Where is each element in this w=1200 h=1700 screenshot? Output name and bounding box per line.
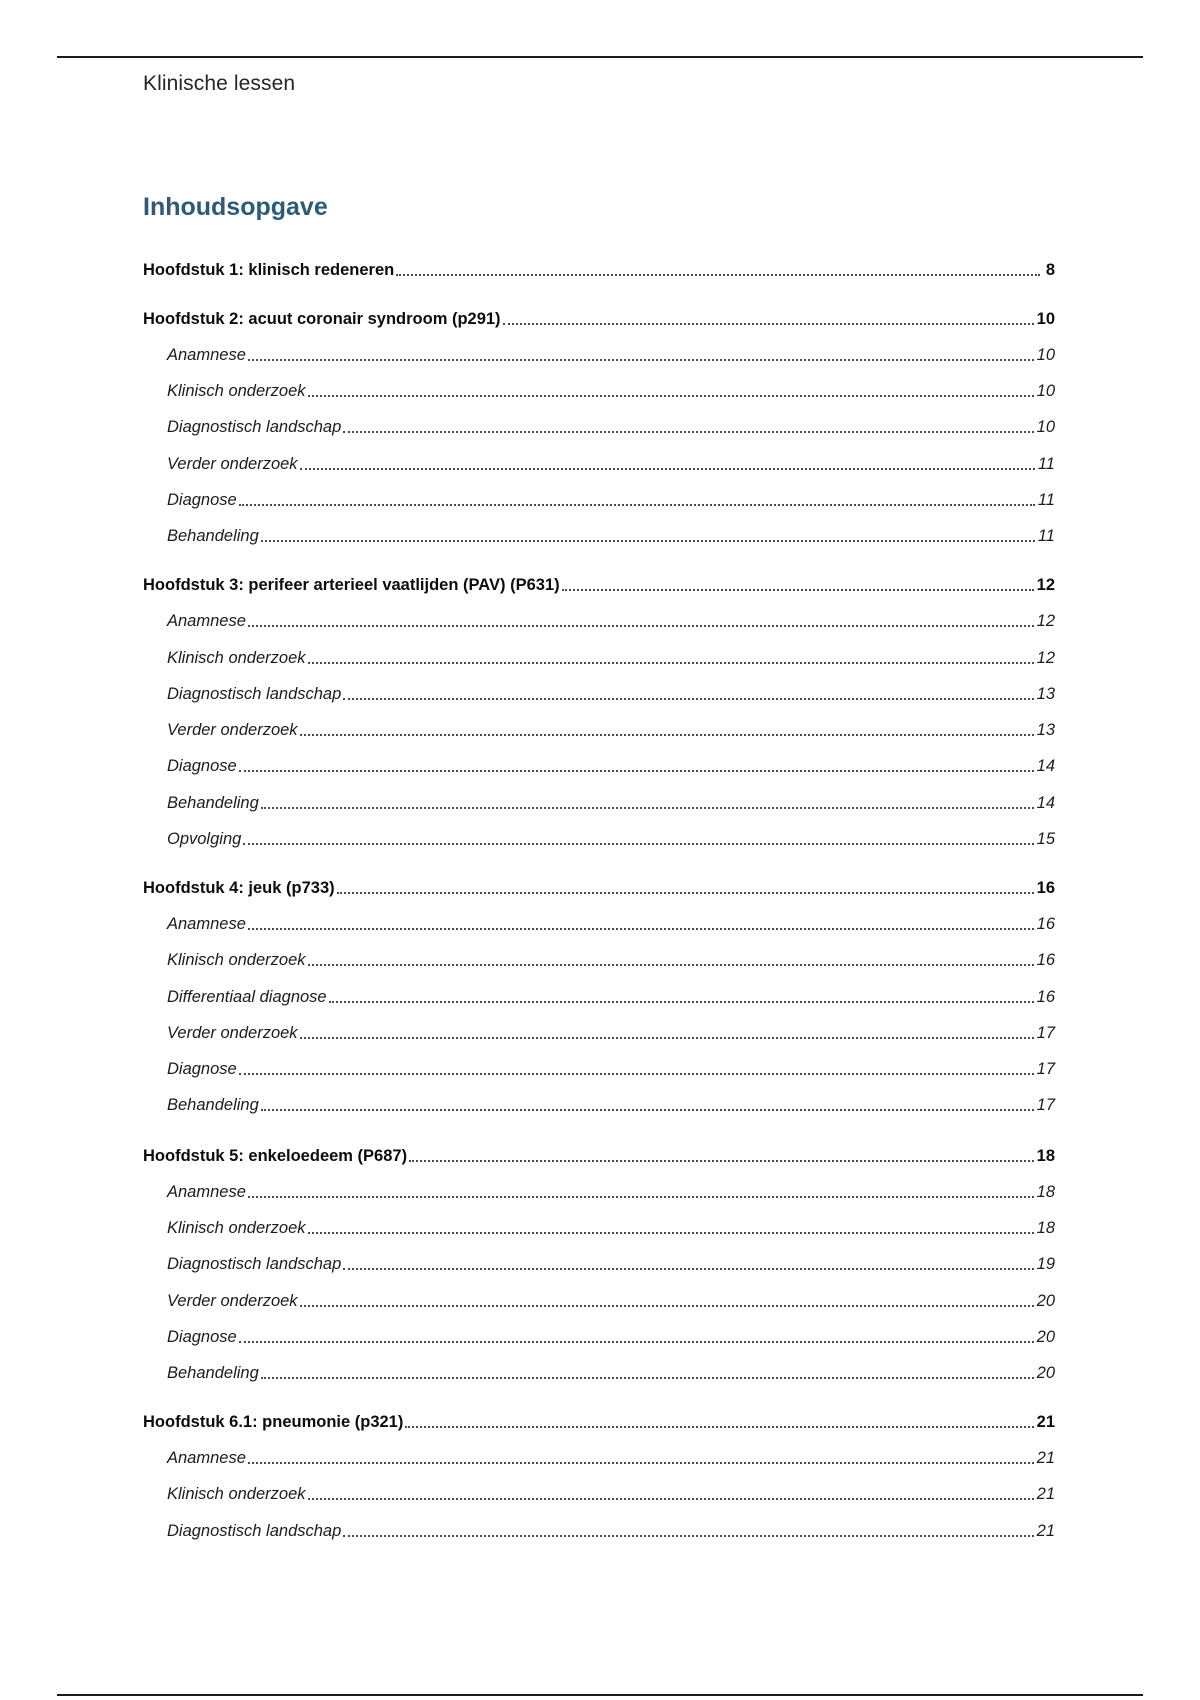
toc-entry-page: 13 [1036, 721, 1055, 739]
toc-entry-label: Anamnese [167, 1449, 246, 1467]
toc-entry-page: 18 [1036, 1147, 1055, 1165]
toc-entry[interactable] [143, 1091, 1055, 1115]
header-rule [57, 56, 1143, 58]
toc-entry-page: 21 [1036, 1449, 1055, 1467]
toc-leader [248, 928, 1034, 930]
toc-entry-label: Hoofdstuk 2: acuut coronair syndroom (p291) [143, 310, 501, 328]
toc-entry-label: Klinisch onderzoek [167, 382, 306, 400]
toc-entry-label: Anamnese [167, 1183, 246, 1201]
toc-entry-label: Hoofdstuk 1: klinisch redeneren [143, 261, 395, 279]
toc-leader [343, 1268, 1033, 1270]
toc-title: Inhoudsopgave [143, 193, 328, 221]
toc-entry[interactable] [143, 607, 1055, 631]
toc-entry[interactable] [143, 1250, 1055, 1274]
toc-leader [329, 1001, 1034, 1003]
toc-entry-label: Behandeling [167, 794, 259, 812]
toc-entry-label: Verder onderzoek [167, 1292, 298, 1310]
toc-entry-label: Diagnostisch landschap [167, 1255, 342, 1273]
toc-entry[interactable] [143, 1408, 1055, 1432]
toc-leader [243, 843, 1033, 845]
toc-entry[interactable] [143, 946, 1055, 970]
toc-entry-page: 16 [1036, 951, 1055, 969]
toc-leader [337, 892, 1034, 894]
toc-entry-label: Diagnose [167, 491, 237, 509]
toc-entry[interactable] [143, 825, 1055, 849]
toc-leader [503, 323, 1034, 325]
toc-leader [239, 504, 1035, 506]
toc-entry[interactable] [143, 522, 1055, 546]
toc-leader [300, 734, 1034, 736]
toc-entry-label: Behandeling [167, 1096, 259, 1114]
toc-entry-page: 20 [1036, 1292, 1055, 1310]
toc-leader [248, 1462, 1034, 1464]
toc-leader [239, 1073, 1034, 1075]
toc-entry[interactable] [143, 874, 1055, 898]
toc-entry-label: Diagnose [167, 1060, 237, 1078]
toc-entry-page: 12 [1036, 612, 1055, 630]
toc-entry-page: 11 [1037, 491, 1055, 509]
toc-entry[interactable] [143, 1178, 1055, 1202]
toc-entry-label: Verder onderzoek [167, 1024, 298, 1042]
toc-entry-label: Klinisch onderzoek [167, 951, 306, 969]
toc-entry-label: Opvolging [167, 830, 242, 848]
toc-leader [239, 770, 1034, 772]
toc-leader [405, 1426, 1033, 1428]
toc-leader [248, 625, 1034, 627]
toc-entry-page: 16 [1036, 879, 1055, 897]
toc-entry-label: Anamnese [167, 915, 246, 933]
toc-leader [261, 1109, 1034, 1111]
toc-entry[interactable] [143, 256, 1055, 280]
toc-entry-page: 20 [1036, 1328, 1055, 1346]
toc-entry[interactable] [143, 1287, 1055, 1311]
toc-entry-label: Anamnese [167, 346, 246, 364]
toc-leader [343, 431, 1033, 433]
toc-entry[interactable] [143, 716, 1055, 740]
toc-entry[interactable] [143, 571, 1055, 595]
toc-entry-page: 13 [1036, 685, 1055, 703]
toc-leader [343, 1535, 1033, 1537]
toc-entry[interactable] [143, 341, 1055, 365]
toc-entry-page: 17 [1036, 1096, 1055, 1114]
toc-entry-page: 18 [1036, 1183, 1055, 1201]
toc-leader [300, 468, 1035, 470]
toc-leader [308, 395, 1034, 397]
toc-entry-label: Hoofdstuk 6.1: pneumonie (p321) [143, 1413, 404, 1431]
running-header: Klinische lessen [143, 72, 296, 95]
toc-entry-page: 10 [1036, 310, 1055, 328]
toc-leader [248, 1196, 1034, 1198]
toc-entry-page: 12 [1036, 649, 1055, 667]
toc-leader [300, 1037, 1034, 1039]
toc-leader [261, 1377, 1034, 1379]
toc-leader [261, 807, 1034, 809]
toc-entry-label: Diagnostisch landschap [167, 418, 342, 436]
toc-leader [308, 964, 1034, 966]
toc-entry[interactable] [143, 752, 1055, 776]
toc-entry-label: Hoofdstuk 4: jeuk (p733) [143, 879, 335, 897]
toc-entry-page: 11 [1037, 455, 1055, 473]
toc-leader [308, 1232, 1034, 1234]
toc-entry-page: 17 [1036, 1024, 1055, 1042]
toc-leader [409, 1160, 1034, 1162]
toc-entry-page: 11 [1037, 527, 1055, 545]
toc-entry[interactable] [143, 1055, 1055, 1079]
toc-entry-page: 10 [1036, 382, 1055, 400]
toc-entry-label: Verder onderzoek [167, 455, 298, 473]
toc-leader [343, 698, 1033, 700]
toc-entry-label: Verder onderzoek [167, 721, 298, 739]
toc-entry[interactable] [143, 983, 1055, 1007]
toc-leader [261, 540, 1035, 542]
toc-entry-page: 15 [1036, 830, 1055, 848]
toc-entry-page: 20 [1036, 1364, 1055, 1382]
toc-entry[interactable] [143, 789, 1055, 813]
toc-leader [239, 1341, 1034, 1343]
toc-entry-page: 17 [1036, 1060, 1055, 1078]
toc-entry[interactable] [143, 1323, 1055, 1347]
toc-entry-page: 21 [1036, 1413, 1055, 1431]
toc-entry-page: 8 [1045, 261, 1055, 279]
toc-entry-page: 14 [1036, 757, 1055, 775]
toc-entry[interactable] [143, 450, 1055, 474]
toc-leader [300, 1305, 1034, 1307]
toc-entry[interactable] [143, 644, 1055, 668]
toc-entry-label: Diagnostisch landschap [167, 1522, 342, 1540]
toc-entry-label: Behandeling [167, 527, 259, 545]
toc-entry[interactable] [143, 305, 1055, 329]
toc-entry-label: Klinisch onderzoek [167, 1485, 306, 1503]
toc-entry-label: Hoofdstuk 5: enkeloedeem (P687) [143, 1147, 408, 1165]
toc-entry[interactable] [143, 680, 1055, 704]
toc-leader [308, 662, 1034, 664]
toc-entry-page: 18 [1036, 1219, 1055, 1237]
toc-entry-page: 12 [1036, 576, 1055, 594]
toc-leader [562, 589, 1034, 591]
toc-entry-label: Klinisch onderzoek [167, 649, 306, 667]
toc-entry-label: Diagnostisch landschap [167, 685, 342, 703]
toc-entry-label: Hoofdstuk 3: perifeer arterieel vaatlijden (PAV) (P631) [143, 576, 560, 594]
toc-entry-label: Diagnose [167, 757, 237, 775]
toc-entry-page: 16 [1036, 988, 1055, 1006]
toc-entry[interactable] [143, 413, 1055, 437]
toc-entry-page: 16 [1036, 915, 1055, 933]
toc-entry[interactable] [143, 486, 1055, 510]
toc-entry[interactable] [143, 1517, 1055, 1541]
toc-leader [248, 359, 1034, 361]
toc-entry[interactable] [143, 1359, 1055, 1383]
toc-entry-page: 10 [1036, 418, 1055, 436]
toc-leader [308, 1498, 1034, 1500]
toc-leader [396, 274, 1040, 276]
toc-entry-label: Klinisch onderzoek [167, 1219, 306, 1237]
toc-entry[interactable] [143, 1480, 1055, 1504]
toc-entry-page: 21 [1036, 1522, 1055, 1540]
toc-entry-page: 10 [1036, 346, 1055, 364]
toc-entry[interactable] [143, 377, 1055, 401]
toc-entry-label: Anamnese [167, 612, 246, 630]
toc-entry-page: 14 [1036, 794, 1055, 812]
toc-entry[interactable] [143, 1444, 1055, 1468]
toc-entry[interactable] [143, 910, 1055, 934]
footer-rule [57, 1694, 1143, 1696]
toc-entry-page: 21 [1036, 1485, 1055, 1503]
toc-entry-page: 19 [1036, 1255, 1055, 1273]
toc-entry[interactable] [143, 1214, 1055, 1238]
toc-entry-label: Behandeling [167, 1364, 259, 1382]
toc-entry[interactable] [143, 1142, 1055, 1166]
toc-entry-label: Differentiaal diagnose [167, 988, 327, 1006]
toc-entry[interactable] [143, 1019, 1055, 1043]
toc-entry-label: Diagnose [167, 1328, 237, 1346]
